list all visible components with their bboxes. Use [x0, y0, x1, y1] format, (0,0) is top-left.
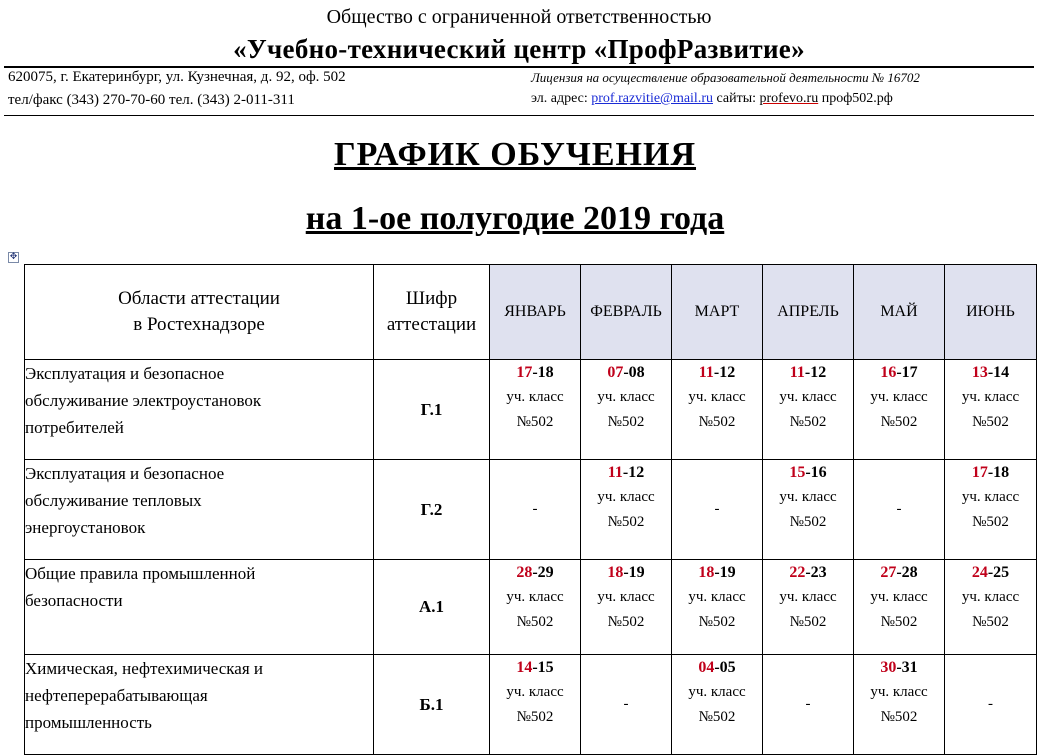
date-separator: -	[804, 364, 811, 381]
area-line: потребителей	[25, 418, 124, 437]
place-room: №502	[789, 614, 827, 630]
date-separator: -	[896, 659, 902, 676]
date-start: 18	[698, 564, 715, 581]
date-end: 12	[719, 364, 736, 381]
schedule-cell	[490, 460, 581, 560]
place-room: №502	[789, 514, 827, 530]
place-label: уч. класс	[961, 489, 1020, 505]
schedule-cell	[763, 360, 854, 460]
area-line: безопасности	[25, 591, 123, 610]
place-room: №502	[607, 414, 645, 430]
date-end: 12	[628, 464, 645, 481]
place-label: уч. класс	[597, 389, 655, 405]
column-header-area: Области аттестации в Ростехнадзоре	[25, 265, 374, 360]
place-label: уч. класс	[779, 389, 837, 405]
no-session-mark: -	[896, 501, 902, 517]
schedule-cell	[490, 560, 581, 655]
place-label: уч. класс	[688, 684, 746, 700]
area-line: Эксплуатация и безопасное	[25, 464, 225, 483]
schedule-table	[24, 264, 1037, 755]
area-line: нефтеперерабатывающая	[25, 686, 208, 705]
place-label: уч. класс	[506, 589, 564, 605]
column-header-month: ЯНВАРЬ	[490, 265, 581, 360]
date-end: 18	[993, 464, 1010, 481]
area-line: промышленность	[25, 713, 152, 732]
org-address: 620075, г. Екатеринбург, ул. Кузнечная, д. 92, оф. 502	[8, 69, 346, 85]
date-range	[763, 560, 853, 585]
place-label: уч. класс	[688, 389, 746, 405]
no-session-mark: -	[714, 501, 720, 517]
date-end: 12	[810, 364, 827, 381]
date-end: 29	[537, 564, 554, 581]
date-range	[763, 460, 853, 485]
date-end: 14	[993, 364, 1010, 381]
date-range	[581, 560, 671, 585]
column-header-month: ФЕВРАЛЬ	[581, 265, 672, 360]
schedule-cell	[581, 360, 672, 460]
table-row	[25, 360, 1037, 460]
date-start: 27	[880, 564, 897, 581]
schedule-cell	[763, 655, 854, 755]
date-end: 25	[993, 564, 1010, 581]
schedule-cell	[581, 655, 672, 755]
area-line: обслуживание электроустановок	[25, 391, 262, 410]
date-range	[490, 655, 580, 680]
area-line: Общие правила промышленной	[25, 564, 256, 583]
header-rule-bottom	[4, 115, 1034, 116]
schedule-cell	[581, 460, 672, 560]
attestation-area	[25, 560, 374, 655]
place-room: №502	[516, 614, 554, 630]
sites-label: сайты:	[712, 91, 760, 106]
header-rule-top	[4, 66, 1034, 68]
attestation-code: Б.1	[374, 655, 490, 755]
date-range	[854, 560, 944, 585]
date-range	[763, 360, 853, 385]
table-row	[25, 560, 1037, 655]
column-header-month: АПРЕЛЬ	[763, 265, 854, 360]
date-end: 19	[719, 564, 736, 581]
date-end: 18	[537, 364, 554, 381]
date-end: 16	[810, 464, 827, 481]
schedule-cell	[763, 460, 854, 560]
date-separator: -	[532, 659, 538, 676]
table-row	[25, 655, 1037, 755]
date-range	[581, 360, 671, 385]
email-label: эл. адрес:	[531, 91, 592, 106]
no-session-mark: -	[532, 501, 538, 517]
date-separator: -	[714, 659, 720, 676]
date-start: 14	[516, 659, 533, 676]
place-label: уч. класс	[597, 489, 655, 505]
place-label: уч. класс	[506, 684, 564, 700]
date-separator: -	[896, 364, 902, 381]
date-range	[672, 360, 762, 385]
schedule-cell	[945, 360, 1037, 460]
place-room: №502	[789, 414, 827, 430]
no-session-mark: -	[623, 696, 629, 712]
place-room: №502	[698, 709, 736, 725]
place-room: №502	[972, 514, 1009, 530]
attestation-area	[25, 655, 374, 755]
date-start: 15	[789, 464, 806, 481]
date-start: 17	[516, 364, 533, 381]
date-end: 15	[537, 659, 554, 676]
attestation-code: Г.1	[374, 360, 490, 460]
schedule-cell	[490, 655, 581, 755]
date-start: 13	[971, 364, 988, 381]
place-room: №502	[698, 414, 736, 430]
schedule-cell	[763, 560, 854, 655]
attestation-code: Г.2	[374, 460, 490, 560]
license-info: Лицензия на осуществление образовательной деятельности № 16702	[531, 70, 920, 85]
schedule-cell	[945, 560, 1037, 655]
date-end: 17	[901, 364, 918, 381]
date-start: 11	[698, 364, 714, 381]
area-line: Эксплуатация и безопасное	[25, 364, 225, 383]
date-start: 28	[516, 564, 533, 581]
org-phones: тел/факс (343) 270-70-60 тел. (343) 2-011-311	[8, 92, 295, 108]
table-header-row	[25, 265, 1037, 360]
date-separator: -	[713, 364, 720, 381]
date-range	[490, 360, 580, 385]
date-start: 11	[789, 364, 805, 381]
place-room: №502	[698, 614, 736, 630]
date-separator: -	[896, 564, 902, 581]
column-header-month: МАРТ	[672, 265, 763, 360]
place-label: уч. класс	[870, 589, 928, 605]
schedule-cell	[581, 560, 672, 655]
date-start: 16	[880, 364, 897, 381]
date-start: 30	[880, 659, 897, 676]
date-separator: -	[714, 564, 720, 581]
place-room: №502	[972, 414, 1009, 430]
date-separator: -	[622, 464, 629, 481]
place-label: уч. класс	[506, 389, 564, 405]
place-room: №502	[880, 709, 918, 725]
schedule-cell	[945, 655, 1037, 755]
column-header-code: Шифр аттестации	[374, 265, 490, 360]
place-room: №502	[880, 614, 918, 630]
date-separator: -	[805, 564, 811, 581]
place-label: уч. класс	[961, 389, 1020, 405]
page-title: ГРАФИК ОБУЧЕНИЯ	[333, 136, 697, 173]
attestation-area	[25, 460, 374, 560]
date-separator: -	[532, 564, 538, 581]
date-range	[672, 560, 762, 585]
date-start: 22	[789, 564, 806, 581]
schedule-cell	[672, 655, 763, 755]
date-separator: -	[532, 364, 538, 381]
schedule-cell	[672, 360, 763, 460]
table-move-handle-icon[interactable]: ✥	[9, 252, 18, 262]
schedule-cell	[854, 360, 945, 460]
schedule-cell	[854, 655, 945, 755]
place-room: №502	[607, 514, 645, 530]
attestation-code: А.1	[374, 560, 490, 655]
date-start: 17	[971, 464, 988, 481]
column-header-month: ИЮНЬ	[945, 265, 1037, 360]
schedule-cell	[854, 460, 945, 560]
place-label: уч. класс	[870, 389, 928, 405]
table-row	[25, 460, 1037, 560]
date-range	[854, 655, 944, 680]
date-range	[854, 360, 944, 385]
schedule-cell	[945, 460, 1037, 560]
date-start: 11	[607, 464, 623, 481]
date-separator: -	[987, 564, 994, 581]
page-subtitle: на 1-ое полугодие 2019 года	[305, 200, 725, 237]
date-separator: -	[623, 364, 629, 381]
date-start: 07	[607, 364, 624, 381]
date-end: 08	[628, 364, 645, 381]
date-end: 31	[901, 659, 918, 676]
date-start: 04	[698, 659, 715, 676]
date-range	[581, 460, 671, 485]
date-separator: -	[623, 564, 629, 581]
date-end: 19	[628, 564, 645, 581]
date-range	[945, 460, 1036, 485]
place-label: уч. класс	[961, 589, 1020, 605]
place-label: уч. класс	[779, 589, 837, 605]
date-end: 28	[901, 564, 918, 581]
date-separator: -	[805, 464, 811, 481]
date-start: 18	[607, 564, 624, 581]
area-line: Химическая, нефтехимическая и	[25, 659, 264, 678]
site-link-2[interactable]: проф502.рф	[821, 91, 893, 106]
date-range	[672, 655, 762, 680]
date-range	[490, 560, 580, 585]
no-session-mark: -	[988, 696, 993, 712]
place-room: №502	[516, 414, 554, 430]
place-label: уч. класс	[597, 589, 655, 605]
area-line: энергоустановок	[25, 518, 146, 537]
place-room: №502	[607, 614, 645, 630]
date-separator: -	[987, 364, 994, 381]
date-end: 23	[810, 564, 827, 581]
schedule-cell	[854, 560, 945, 655]
place-room: №502	[516, 709, 554, 725]
date-range	[945, 360, 1036, 385]
date-range	[945, 560, 1036, 585]
column-header-month: МАЙ	[854, 265, 945, 360]
schedule-cell	[672, 460, 763, 560]
email-link[interactable]: prof.razvitie@mail.ru	[591, 91, 713, 106]
area-line: обслуживание тепловых	[25, 491, 202, 510]
site-link-1[interactable]: profevo.ru	[759, 91, 819, 106]
place-label: уч. класс	[870, 684, 928, 700]
place-room: №502	[972, 614, 1009, 630]
schedule-cell	[490, 360, 581, 460]
place-label: уч. класс	[779, 489, 837, 505]
attestation-area	[25, 360, 374, 460]
no-session-mark: -	[805, 696, 811, 712]
date-end: 05	[719, 659, 736, 676]
place-room: №502	[880, 414, 918, 430]
contacts-line	[531, 91, 893, 107]
date-start: 24	[971, 564, 988, 581]
org-form: Общество с ограниченной ответственностью	[326, 6, 712, 28]
schedule-cell	[672, 560, 763, 655]
place-label: уч. класс	[688, 589, 746, 605]
org-name: «Учебно-технический центр «ПрофРазвитие»	[233, 34, 805, 64]
date-separator: -	[987, 464, 994, 481]
